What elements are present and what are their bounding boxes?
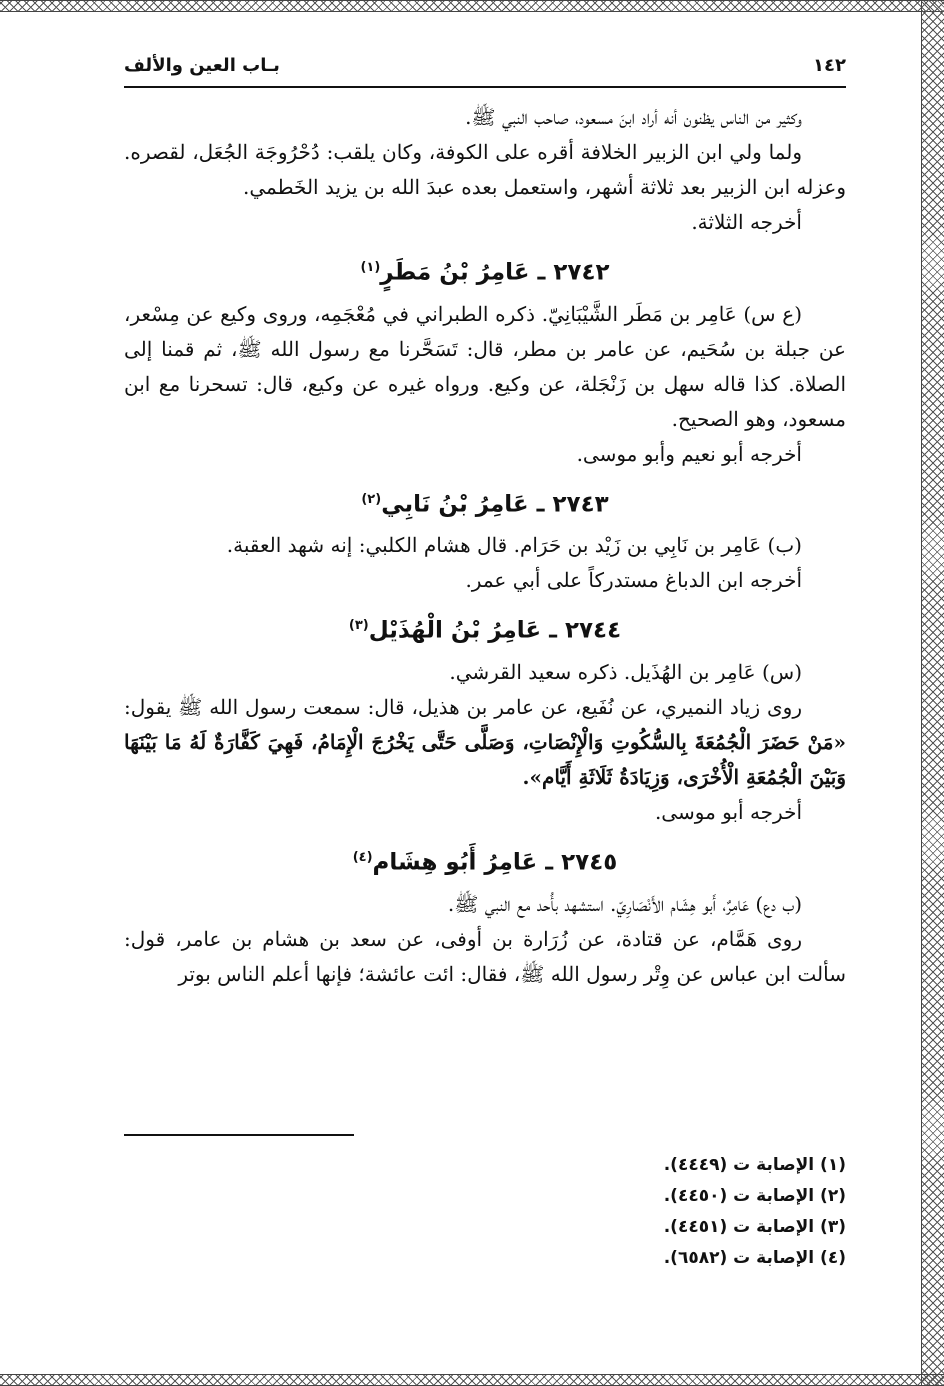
- entry-title-2742: [124, 246, 846, 295]
- entry-title-text: ٢٧٤٥ ـ عَامِرُ أَبُو هِشَام: [372, 849, 618, 876]
- entry-body: (ع س) عَامِر بن مَطَر الشَّيْبَانِيّ. ذكره الطبراني في مُعْجَمِه، وروى وكيع عن مِسْعر، عن جبلة بن سُحَيم، عن عامر بن مطر، قال: تَسَحَّرنا مع رسول الله ﷺ، ثم قمنا إلى الصلاة. كذا قاله سهل بن زَنْجَلة، عن وكيع. ورواه غيره عن وكيع، قال: تسحرنا مع ابن مسعود، وهو الصحيح.: [124, 301, 846, 431]
- footnote-marker: (٤): [352, 849, 373, 865]
- entry-body: (س) عَامِر بن الهُذَيل. ذكره سعيد القرشي.: [449, 659, 802, 684]
- paragraph: وكثير من الناس يظنون أنه أراد ابنَ مسعود، صاحب النبي ﷺ.: [465, 105, 802, 129]
- entry-hadith: [124, 690, 846, 795]
- right-decorative-border: [921, 0, 944, 1386]
- entry-source: أخرجه ابن الدباغ مستدركاً على أبي عمر.: [465, 568, 802, 593]
- paragraph: أخرجه الثلاثة.: [691, 210, 802, 234]
- entry-title-text: ٢٧٤٤ ـ عَامِرُ بْنُ الْهُذَيْل: [368, 617, 622, 644]
- entry-source: أخرجه أبو نعيم وأبو موسى.: [576, 441, 802, 466]
- hadith-text: «مَنْ حَضَرَ الْجُمُعَةَ بِالسُّكُوتِ وَالْإِنْصَاتِ، وَصَلَّى حَتَّى يَخْرُجَ الْإِمَامُ، فَهِيَ كَفَّارَةٌ لَهُ مَا بَيْنَهَا وَبَيْنَ الْجُمُعَةِ الْأُخْرَى، وَزِيَادَةُ ثَلَاثَةِ أَيَّام».: [124, 729, 846, 789]
- page-body: [124, 100, 846, 992]
- footnote-rule: [124, 1134, 354, 1136]
- chapter-title: بـاب العين والألف: [124, 55, 280, 76]
- footnote: (٢) الإصابة ت (٤٤٥٠).: [663, 1186, 846, 1206]
- book-page: [124, 0, 846, 1386]
- entry-title-2744: [124, 604, 846, 653]
- running-head: [124, 42, 846, 76]
- footnote: (٤) الإصابة ت (٦٥٨٢).: [663, 1248, 846, 1268]
- entry-title-2745: [124, 836, 846, 885]
- footnote: (٣) الإصابة ت (٤٤٥١).: [663, 1217, 846, 1237]
- entry-body: (ب دع) عَامِرٌ، أَبو هِشَام الأَنْصَارِيّ. استشهد بأُحد مع النبي ﷺ.: [447, 891, 802, 916]
- page-number: ١٤٢: [813, 55, 846, 76]
- footnote-marker: (٣): [348, 618, 369, 634]
- footnotes: [124, 1150, 846, 1274]
- entry-title-text: ٢٧٤٣ ـ عَامِرُ بْنُ نَابِي: [381, 491, 609, 518]
- entry-source: أخرجه أبو موسى.: [654, 799, 802, 824]
- footnote-marker: (٢): [361, 491, 382, 507]
- header-rule: [124, 86, 846, 88]
- entry-body: (ب) عَامِر بن نَابِي بن زَيْد بن حَرَام. قال هشام الكلبي: إنه شهد العقبة.: [226, 533, 802, 558]
- footnote-marker: (١): [360, 260, 381, 275]
- entry-body: روى هَمَّام، عن قتادة، عن زُرَارة بن أوفى، عن سعد بن هشام بن عامر، قول: سألت ابن عباس عن وِتْر رسول الله ﷺ، فقال: ائت عائشة؛ فإنها أعلم الناس بوتر: [124, 926, 846, 986]
- entry-title-2743: [124, 478, 846, 527]
- paragraph: ولما ولي ابن الزبير الخلافة أقره على الكوفة، وكان يلقب: دُحْرُوجَة الجُعَل، لقصره. وعزله ابن الزبير بعد ثلاثة أشهر، واستعمل بعده عبدَ الله بن يزيد الخَطمي.: [124, 140, 846, 199]
- hadith-chain: روى زياد النميري، عن نُفَيع، عن عامر بن هذيل، قال: سمعت رسول الله ﷺ يقول:: [124, 694, 802, 719]
- footnote: (١) الإصابة ت (٤٤٤٩).: [663, 1155, 846, 1175]
- entry-title-text: ٢٧٤٢ ـ عَامِرُ بْنُ مَطَرٍ: [380, 259, 610, 286]
